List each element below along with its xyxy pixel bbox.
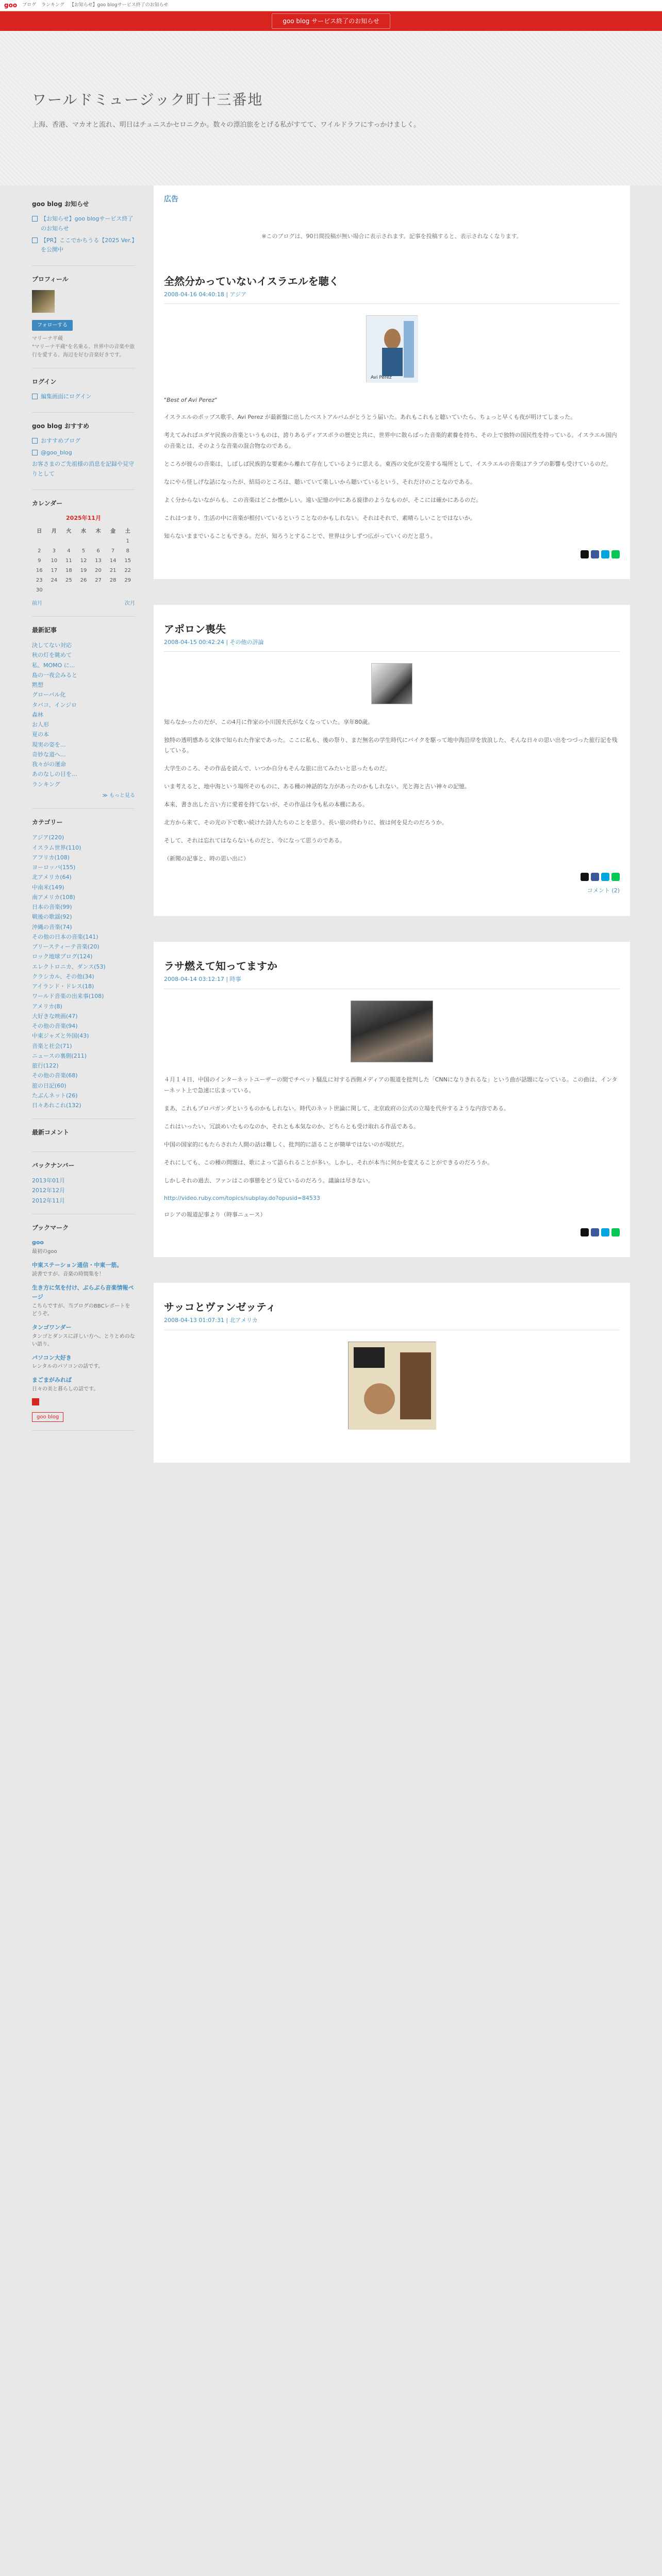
- calendar-weekday: 月: [51, 528, 57, 534]
- category-link[interactable]: アメリカ(8): [32, 1003, 62, 1010]
- bookmark-item: [32, 1376, 135, 1393]
- post-paragraph: 独特の透明感ある文体で知られた作家であった。ここに私も、後の祭り、まだ無名の学生時代にバイクを駆って地中海沿岸を放浪した、そんな日々の思い出をつづった旅行記を残している。: [164, 736, 618, 754]
- post-paragraph: なにやら怪しげな話になったが、結局のところは、聴いていて楽しいから聴いているという、それだけのことなのである。: [164, 479, 476, 486]
- recent-post-link[interactable]: 夏の本: [32, 731, 49, 738]
- calendar-day: [106, 536, 121, 546]
- profile-bio: "マリーナ平蔵"を名乗る、世界中の音楽や旅行を愛する、海辺を好む音楽好きです。: [32, 344, 135, 358]
- recent-post-link[interactable]: 現実の姿を...: [32, 741, 66, 748]
- post-title[interactable]: ラサ燃えて知ってますか: [164, 960, 277, 973]
- x-icon[interactable]: [581, 550, 589, 558]
- facebook-icon[interactable]: [591, 550, 599, 558]
- post-paragraph: ４月１４日、中国のインターネットユーザーの間でチベット騒乱に対する西側メディアの報道を批判した「CNNになりきれるな」という曲が話題になっている。この曲は、インターネット上で急速に広まっている。: [164, 1076, 618, 1094]
- post-meta[interactable]: 2008-04-16 04:40:18 | アジア: [164, 290, 620, 304]
- post-paragraph: まあ、これもプロパガンダというものかもしれない。時代のネット世論に関して、北京政府の公式の立場を代弁するような内容である。: [164, 1105, 509, 1112]
- recent-post-link[interactable]: グローバル化: [32, 691, 66, 699]
- calendar-day: [32, 536, 47, 546]
- notice-link-2[interactable]: 【PR】ここでかちうる【2025 Ver.】を公開中: [41, 236, 135, 253]
- service-end-notice-link[interactable]: goo blog サービス終了のお知らせ: [272, 13, 390, 29]
- section-heading: 最新コメント: [32, 1129, 70, 1137]
- recent-post-link[interactable]: 黙想: [32, 682, 43, 689]
- category-link[interactable]: 北アメリカ(64): [32, 874, 72, 881]
- album-cover-text: Avi Perez: [371, 375, 392, 381]
- calendar-day[interactable]: 7: [111, 548, 115, 554]
- calendar-day: [120, 585, 135, 595]
- main-content: [154, 185, 630, 1488]
- calendar-day: [76, 536, 91, 546]
- category-link[interactable]: アジア(220): [32, 834, 64, 841]
- calendar-day[interactable]: 11: [65, 557, 72, 564]
- notice-icon: [32, 216, 38, 222]
- backnumber-section: [32, 1152, 135, 1214]
- album-cover-image: [366, 315, 418, 382]
- hatena-icon[interactable]: [601, 550, 609, 558]
- recommend-link-1[interactable]: おすすめブログ: [41, 437, 81, 444]
- calendar-weekday: 土: [125, 528, 130, 534]
- section-heading: カテゴリー: [32, 818, 63, 826]
- goo-logo[interactable]: goo: [4, 2, 18, 9]
- calendar-day: [91, 536, 106, 546]
- notice-link-1[interactable]: 【お知らせ】goo blogサービス終了のお知らせ: [41, 215, 134, 232]
- calendar-month: 2025年11月: [66, 515, 101, 522]
- post-paragraph: ところが彼らの音楽は、しばしば民族的な要素から離れて存在しているように思える。東西の文化が交差する場所として、イスラエルの音楽はアラブの影響も受けているのだ。: [164, 461, 612, 468]
- category-link[interactable]: 中南米(149): [32, 884, 64, 891]
- news-photo: [351, 1001, 433, 1062]
- bookmark-title-link[interactable]: 生き方に気を付け、ぶらぶら音楽情報ページ: [32, 1284, 134, 1301]
- calendar-day[interactable]: 30: [36, 587, 43, 593]
- backnumber-link[interactable]: 2012年11月: [32, 1197, 65, 1204]
- blog-post: [154, 605, 630, 917]
- blog-header: [0, 31, 662, 185]
- category-link[interactable]: 南アメリカ(108): [32, 893, 75, 901]
- hatena-icon[interactable]: [601, 1228, 609, 1236]
- category-link[interactable]: 戦後の歌謡(92): [32, 913, 72, 921]
- post-paragraph: 知らなかったのだが、この4月に作家の小川国夫氏がなくなっていた。享年80歳。: [164, 718, 373, 725]
- video-url-link[interactable]: http://video.ruby.com/topics/subplay.do?opusid=84533: [164, 1194, 320, 1201]
- recent-post-link[interactable]: タバコ、インジロ: [32, 701, 77, 708]
- calendar-day[interactable]: 9: [38, 557, 41, 564]
- section-heading: ブックマーク: [32, 1224, 69, 1231]
- post-meta[interactable]: 2008-04-15 00:42:24 | その他の評論: [164, 638, 620, 652]
- post-paragraph: それにしても、この種の問題は、歌によって語られることが多い。しかし、それが本当に何かを変えることができるのだろうか。: [164, 1159, 493, 1166]
- post-meta[interactable]: 2008-04-14 03:12:17 | 時事: [164, 975, 620, 989]
- category-link[interactable]: 音楽と社会(71): [32, 1042, 72, 1049]
- profile-section: [32, 266, 135, 368]
- topbar-link-blog[interactable]: ブログ: [22, 2, 37, 8]
- bookmark-item: [32, 1261, 135, 1278]
- bookmark-description: レンタルのパソコンの話です。: [32, 1364, 104, 1370]
- post-footer-note: ロシアの報道記事より（時事ニュース）: [164, 1211, 266, 1218]
- calendar-day[interactable]: 19: [80, 567, 87, 573]
- category-link[interactable]: 日本の音楽(99): [32, 904, 72, 911]
- backnumber-link[interactable]: 2013年01月: [32, 1177, 65, 1184]
- facebook-icon[interactable]: [591, 1228, 599, 1236]
- blog-post: [154, 257, 630, 579]
- bookmark-item: [32, 1353, 135, 1371]
- follow-button[interactable]: フォローする: [32, 320, 73, 331]
- bookmark-item: [32, 1323, 135, 1348]
- post-paragraph: 大学生のころ、その作品を読んで、いつか自分もそんな旅に出てみたいと思ったものだ。: [164, 765, 391, 772]
- recommend-section: [32, 413, 135, 490]
- calendar-day[interactable]: 27: [95, 577, 102, 583]
- calendar-day[interactable]: 12: [80, 557, 87, 564]
- calendar-day[interactable]: 15: [124, 557, 131, 564]
- calendar-day[interactable]: 17: [51, 567, 58, 573]
- recent-posts-section: [32, 617, 135, 809]
- category-link[interactable]: 大好きな映画(47): [32, 1012, 78, 1020]
- backnumber-link[interactable]: 2012年12月: [32, 1187, 65, 1194]
- calendar-weekday: 木: [95, 528, 101, 534]
- calendar-day[interactable]: 26: [80, 577, 87, 583]
- author-photo: [371, 663, 412, 704]
- calendar-day[interactable]: 21: [109, 567, 117, 573]
- calendar-table: [32, 527, 135, 595]
- bookmark-description: 読書ですが、音楽の時間集を！: [32, 1271, 104, 1277]
- calendar-day: [47, 585, 62, 595]
- bookmark-item: [32, 1238, 135, 1256]
- bookmark-title-link[interactable]: タンゴワンダー: [32, 1324, 72, 1331]
- calendar-day[interactable]: 25: [65, 577, 72, 583]
- calendar-day: [106, 585, 121, 595]
- post-paragraph: そして、それは忘れてはならないものだと、今になって思うのである。: [164, 837, 345, 844]
- calendar-day[interactable]: 3: [52, 548, 56, 554]
- recent-posts-list: [32, 640, 135, 789]
- section-heading: 最新記事: [32, 626, 57, 634]
- category-list: [32, 833, 135, 1110]
- login-icon: [32, 394, 38, 399]
- rss-icon[interactable]: [32, 1398, 39, 1405]
- recent-post-link[interactable]: あのなしの目を...: [32, 771, 77, 778]
- section-heading: カレンダー: [32, 499, 63, 507]
- line-icon[interactable]: [611, 873, 620, 881]
- latest-comments-section: [32, 1119, 135, 1151]
- post-body: [164, 412, 620, 541]
- bookmark-description: 最初のgoo: [32, 1248, 57, 1255]
- calendar-day[interactable]: 23: [36, 577, 43, 583]
- inactivity-notice-text: ※このブログは、90日間投稿が無い場合に表示されます。記事を投稿すると、表示されなくなります。: [261, 233, 522, 240]
- recent-post-link[interactable]: お人形: [32, 721, 49, 728]
- recent-post-link[interactable]: ランキング: [32, 781, 60, 788]
- notice-icon: [32, 238, 38, 243]
- calendar-day[interactable]: 5: [81, 548, 86, 554]
- x-icon[interactable]: [581, 1228, 589, 1236]
- post-paragraph: （新聞の記事と、時の思い出に）: [164, 855, 249, 862]
- category-link[interactable]: その他の日本の音楽(141): [32, 933, 98, 940]
- bookmark-title-link[interactable]: まごまがみれば: [32, 1377, 72, 1384]
- calendar-day[interactable]: 10: [51, 557, 58, 564]
- backnumber-list: [32, 1176, 135, 1206]
- bookmark-title-link[interactable]: goo: [32, 1239, 44, 1246]
- category-link[interactable]: アイランド・ドレス(18): [32, 983, 94, 990]
- calendar-day[interactable]: 6: [96, 548, 100, 554]
- category-link[interactable]: 日々あれこれ(132): [32, 1102, 81, 1109]
- calendar-day: [61, 585, 76, 595]
- calendar-day[interactable]: 13: [95, 557, 102, 564]
- avatar[interactable]: [32, 290, 55, 313]
- post-title[interactable]: サッコとヴァンゼッティ: [164, 1301, 276, 1314]
- category-link[interactable]: 旅行(122): [32, 1062, 59, 1070]
- post-paragraph: イスラエルのポップス歌手、Avi Perez が最新盤に出したベストアルバムがとうとう届いた。あれもこれもと聴いていたら、ちょっと早くも夜が明けてしまった。: [164, 414, 576, 421]
- x-icon[interactable]: [581, 873, 589, 881]
- bookmark-description: タンゴとダンスに詳しい方へ、とりとめのない語り。: [32, 1333, 135, 1347]
- post-paragraph: これはつまり、生活の中に音楽が根付いているということなのかもしれない。それはそれで、素晴らしいことではないか。: [164, 514, 476, 521]
- recent-post-link[interactable]: 秋の灯を眺めて: [32, 652, 72, 659]
- calendar-day[interactable]: 22: [124, 567, 131, 573]
- x-icon: [32, 450, 38, 455]
- post-body: [164, 717, 620, 865]
- ad-label: 広告: [164, 195, 178, 204]
- top-bar: [0, 0, 662, 11]
- bookmark-description: こちらですが、当ブログのBBCレポートをどうぞ。: [32, 1303, 130, 1317]
- share-buttons: [164, 1228, 620, 1236]
- post-paragraph: よく分からないながらも、この音楽はどこか懐かしい。遠い記憶の中にある旋律のようなものが、そこには確かにあるのだ。: [164, 496, 482, 503]
- blog-description: 上海、香港、マカオと流れ、明日はチュニスかセロニクか。数々の漂泊旅をとげる私がすてて、ワイルドラフにすっかけましく。: [32, 121, 421, 129]
- recent-post-link[interactable]: 奇妙な道へ...: [32, 751, 66, 758]
- calendar-weekday: 火: [66, 528, 72, 534]
- post-paragraph: 中国の国家的にもたらされた人間の話は難しく、批判的に語ることが簡単ではないのが現状だ。: [164, 1141, 408, 1148]
- calendar-day: [76, 585, 91, 595]
- calendar-day[interactable]: 28: [109, 577, 117, 583]
- post-title[interactable]: 全然分かっていないイスラエルを聴く: [164, 275, 339, 287]
- category-link[interactable]: クラシカル、その他(34): [32, 973, 94, 980]
- calendar-day[interactable]: 18: [65, 567, 72, 573]
- post-paragraph: 本来、書き出した言い方に愛着を持てないが、その作品は今も私の本棚にある。: [164, 801, 368, 808]
- post-paragraph: 考えてみればユダヤ民族の音楽というものは、誇りあるディアスポラの歴史と共に、世界中に散らばった音楽的素養を持ち、その上で独特の国民性を持っている。イスラエル国内の音楽とは、そのような音楽の混合物なのである。: [164, 432, 617, 450]
- section-heading: goo blog おすすめ: [32, 422, 90, 430]
- bookmark-list: [32, 1238, 135, 1393]
- category-link[interactable]: ニュースの裏側(211): [32, 1052, 87, 1059]
- category-link[interactable]: その他の音楽(94): [32, 1023, 78, 1030]
- recommend-link-2[interactable]: @goo_blog: [41, 449, 72, 456]
- login-section: [32, 368, 135, 413]
- goo-blog-badge[interactable]: goo blog: [32, 1412, 63, 1422]
- comment-link[interactable]: コメント (2): [587, 887, 620, 894]
- recent-more-link[interactable]: ≫ もっと見る: [102, 792, 135, 799]
- section-heading: バックナンバー: [32, 1161, 75, 1169]
- bookmark-title-link[interactable]: パソコン大好き: [32, 1354, 72, 1361]
- category-link[interactable]: アフリカ(108): [32, 854, 70, 861]
- category-link[interactable]: 中東ジャズと外国(43): [32, 1032, 89, 1040]
- section-heading: goo blog お知らせ: [32, 200, 89, 208]
- post-title[interactable]: アポロン喪失: [164, 622, 226, 635]
- recent-post-link[interactable]: 島の一夜会みると: [32, 671, 77, 679]
- category-link[interactable]: 旅の日記(60): [32, 1082, 67, 1089]
- category-link[interactable]: ロック地球ブログ(124): [32, 953, 93, 960]
- recent-post-link[interactable]: 決してない対応: [32, 642, 72, 649]
- recent-post-link[interactable]: 我々がの運命: [32, 761, 66, 768]
- share-buttons: [164, 873, 620, 881]
- topbar-link-ranking[interactable]: ランキング: [41, 2, 64, 8]
- category-link[interactable]: 沖縄の音楽(74): [32, 923, 72, 930]
- post-paragraph: しかしそれの過去、ファンはこの事態をどう見ているのだろう。議論は尽きない。: [164, 1177, 374, 1184]
- section-heading: プロフィール: [32, 276, 69, 283]
- post-paragraph: これはいったい、冗談めいたものなのか、それとも本気なのか、どちらとも受け取れる作品である。: [164, 1123, 419, 1130]
- post-paragraph: 北方から来て、その光の下で歌い続けた詩人たちのことを思う。長い旅の終わりに、彼は何を見たのだろうか。: [164, 819, 448, 826]
- blog-title[interactable]: ワールドミュージック町十三番地: [32, 91, 263, 108]
- calendar-day: [47, 536, 62, 546]
- recommend-link-3[interactable]: お客さまのご先祖様の消息を記録や見守りとして: [32, 461, 134, 478]
- calendar-weekday: 日: [37, 528, 42, 534]
- calendar-day[interactable]: 1: [126, 538, 129, 544]
- calendar-day[interactable]: 2: [38, 548, 41, 554]
- share-buttons: [164, 550, 620, 558]
- profile-name: マリーナ平蔵: [32, 335, 63, 342]
- goo-notice-section: [32, 191, 135, 266]
- category-link[interactable]: たぶんネット(26): [32, 1092, 78, 1099]
- category-link[interactable]: エレクトロニカ、ダンス(53): [32, 963, 106, 970]
- category-link[interactable]: ブリースティーテ音楽(20): [32, 943, 100, 951]
- topbar-link-notice[interactable]: 【お知らせ】goo blogサービス終了のお知らせ: [69, 2, 169, 8]
- calendar-day[interactable]: 29: [124, 577, 131, 583]
- inactivity-notice: [154, 232, 630, 257]
- calendar-weekday: 水: [80, 528, 86, 534]
- calendar-day: [91, 585, 106, 595]
- calendar-day: [61, 536, 76, 546]
- post-paragraph: 知らないままでいることもできる。だが、知ろうとすることで、世界は少しずつ広がっていくのだと思う。: [164, 532, 436, 539]
- post-meta[interactable]: 2008-04-13 01:07:31 | 北アメリカ: [164, 1316, 620, 1330]
- bookmark-item: [32, 1283, 135, 1318]
- category-link[interactable]: ヨーロッパ(155): [32, 864, 76, 871]
- calendar-day[interactable]: 8: [126, 548, 129, 554]
- bookmark-section: [32, 1214, 135, 1431]
- calendar-next-link[interactable]: 次月: [125, 600, 135, 606]
- blog-post: [154, 942, 630, 1257]
- category-link[interactable]: ワールド音楽の出来事(108): [32, 993, 104, 1000]
- category-link[interactable]: イスラム世界(110): [32, 844, 81, 851]
- section-heading: ログイン: [32, 378, 57, 385]
- calendar-day[interactable]: 14: [109, 557, 117, 564]
- calendar-day[interactable]: 20: [95, 567, 102, 573]
- calendar-weekday: 金: [110, 528, 116, 534]
- bookmark-title-link[interactable]: 中東ステーション通信・中東一筋。: [32, 1261, 123, 1268]
- calendar-prev-link[interactable]: 前月: [32, 600, 42, 606]
- post-body: [164, 1075, 620, 1186]
- sidebar: [32, 185, 135, 1431]
- blog-post: [154, 1283, 630, 1463]
- recent-post-link[interactable]: 森林: [32, 711, 43, 718]
- post-paragraph: いま考えると、地中海という場所そのものに、ある種の神話的な力があったのかもしれない。光と海と古い神々の記憶。: [164, 783, 470, 790]
- login-link[interactable]: 編集画面にログイン: [41, 393, 92, 400]
- calendar-day[interactable]: 24: [51, 577, 58, 583]
- post-caption: "Best of Avi Perez": [164, 396, 218, 403]
- categories-section: [32, 809, 135, 1119]
- album-cover-image: [348, 1342, 436, 1429]
- hatena-icon[interactable]: [601, 873, 609, 881]
- bookmark-description: 日々の美と暮らしの話です。: [32, 1386, 99, 1393]
- recent-post-link[interactable]: 私、MOMO に...: [32, 662, 75, 669]
- calendar-section: [32, 490, 135, 617]
- notice-bar: [0, 11, 662, 31]
- facebook-icon[interactable]: [591, 873, 599, 881]
- blog-icon: [32, 438, 38, 444]
- line-icon[interactable]: [611, 550, 620, 558]
- calendar-day[interactable]: 16: [36, 567, 43, 573]
- category-link[interactable]: その他の音楽(68): [32, 1072, 78, 1079]
- line-icon[interactable]: [611, 1228, 620, 1236]
- calendar-day[interactable]: 4: [67, 548, 71, 554]
